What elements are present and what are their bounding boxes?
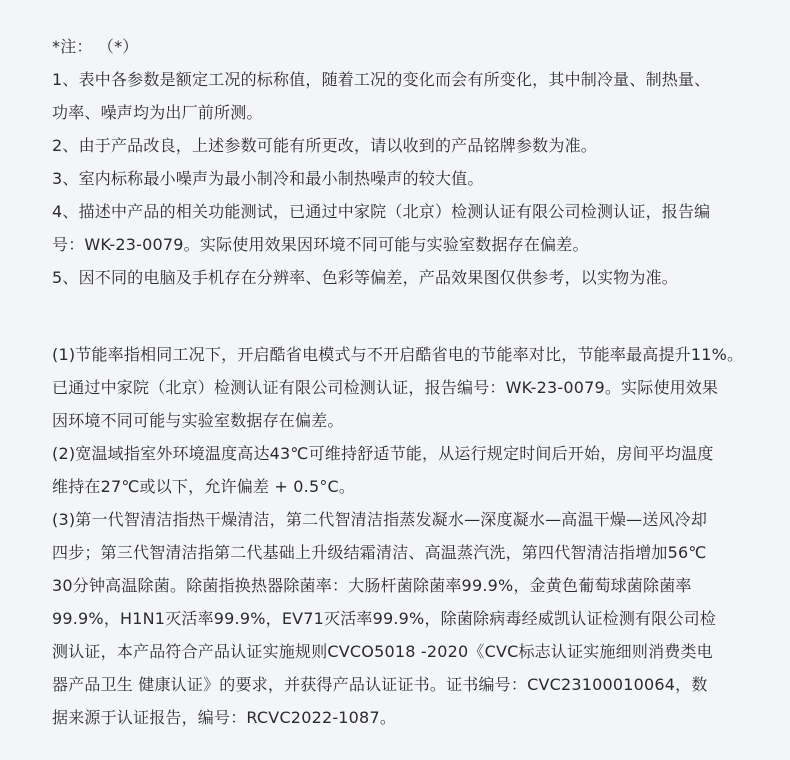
note-line: 号：WK-23-0079。实际使用效果因环境不同可能与实验室数据存在偏差。 [52,235,589,254]
footnote-line: 已通过中家院（北京）检测认证有限公司检测认证，报告编号：WK-23-0079。实际使用效果 [52,378,719,397]
footnote-line: (2)宽温域指室外环境温度高达43℃可维持舒适节能，从运行规定时间后开始，房间平均温度 [52,444,714,463]
footnote-line: 因环境不同可能与实验室数据存在偏差。 [52,411,344,430]
footnote-line: 99.9%，H1N1灭活率99.9%，EV71灭活率99.9%，除菌除病毒经威凯认证检测有限公司检 [52,609,717,628]
footnote-line: 器产品卫生 健康认证》的要求，并获得产品认证证书。证书编号：CVC23100010064，数 [52,675,708,694]
footnote-line: 30分钟高温除菌。除菌指换热器除菌率：大肠杆菌除菌率99.9%，金黄色葡萄球菌除菌率 [52,576,692,595]
notes-header: *注： （*） [52,37,139,56]
note-line: 4、描述中产品的相关功能测试，已通过中家院（北京）检测认证有限公司检测认证，报告编 [52,202,711,221]
note-line: 5、因不同的电脑及手机存在分辨率、色彩等偏差，产品效果图仅供参考，以实物为准。 [52,268,678,287]
footnote-line: 测认证，本产品符合产品认证实施规则CVCO5018 -2020《CVC标志认证实施细则消费类电 [52,642,713,661]
footnote-line: 维持在27℃或以下，允许偏差 + 0.5°C。 [52,477,356,496]
footnote-line: (1)节能率指相同工况下，开启酷省电模式与不开启酷省电的节能率对比，节能率最高提升11%。 [52,345,744,364]
note-line: 2、由于产品改良，上述参数可能有所更改，请以收到的产品铭牌参数为准。 [52,136,597,155]
footnote-line: 四步；第三代智清洁指第二代基础上升级结霜清洁、高温蒸汽洗，第四代智清洁指增加56℃ [52,543,707,562]
note-line: 3、室内标称最小噪声为最小制冷和最小制热噪声的较大值。 [52,169,484,188]
footnotes-section [52,338,770,734]
footnote-line: (3)第一代智清洁指热干燥清洁，第二代智清洁指蒸发凝水—深度凝水—高温干燥—送风冷却 [52,510,708,529]
notes-section [52,30,770,294]
note-line: 功率、噪声均为出厂前所测。 [52,103,263,122]
section-spacer [52,294,770,338]
note-line: 1、表中各参数是额定工况的标称值，随着工况的变化而会有所变化，其中制冷量、制热量、 [52,70,711,89]
footnote-line: 据来源于认证报告，编号：RCVC2022-1087。 [52,708,397,727]
